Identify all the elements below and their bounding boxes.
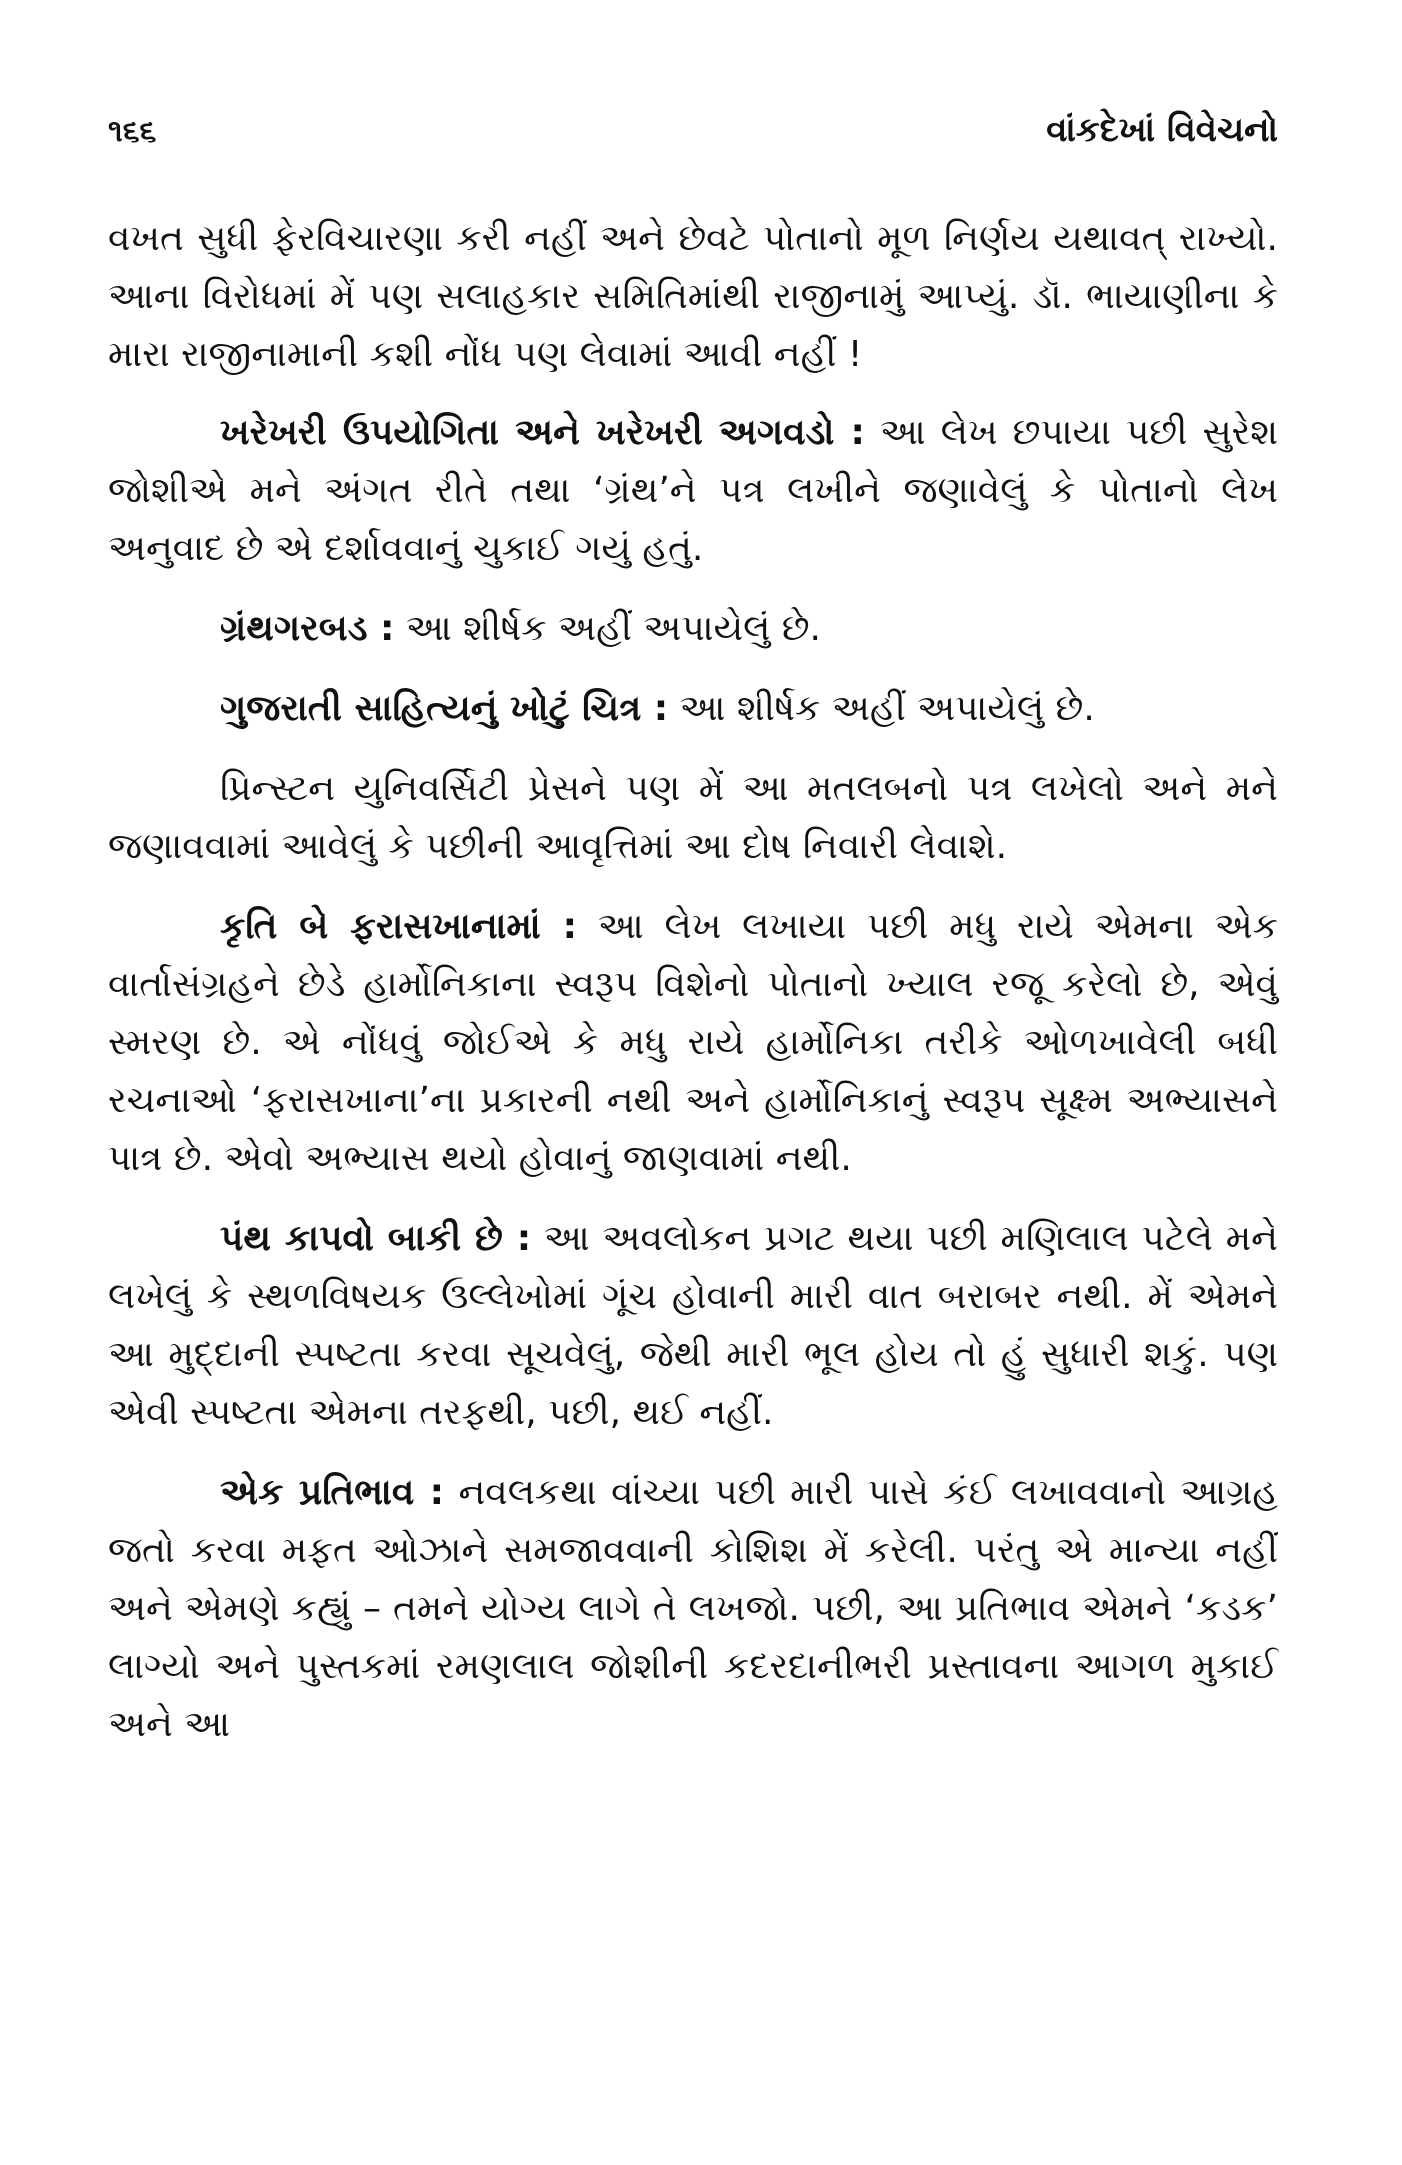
- paragraph-text: આ શીર્ષક અહીં અપાયેલું છે.: [394, 608, 821, 649]
- paragraph-note-panth: [108, 1210, 1278, 1442]
- paragraph-note-pratibhav: [108, 1464, 1278, 1754]
- paragraph-heading: પંથ કાપવો બાકી છે :: [220, 1218, 532, 1259]
- paragraph-princeton: [108, 760, 1278, 876]
- paragraph-text: આ લેખ લખાયા પછી મધુ રાયે એમના એક વાર્તાસંગ્રહને છેડે હાર્મોનિકાના સ્વરૂપ વિશેનો પોતાનો ખ્યાલ રજૂ કરેલો છે, એવું સ્મરણ છે. એ નોંધવું જોઈએ કે મધુ રાયે હાર્મોનિકા તરીકે ઓળખાવેલી બધી રચનાઓ ‘ફરાસખાના’ના પ્રકારની નથી અને હાર્મોનિકાનું સ્વરૂપ સૂક્ષ્મ અભ્યાસને પાત્ર છે. એવો અભ્યાસ થયો હોવાનું જાણવામાં નથી.: [108, 906, 1278, 1179]
- page-body: [108, 210, 1278, 1754]
- book-page: [108, 110, 1278, 1776]
- paragraph-note-gujarati-literature: [108, 680, 1278, 738]
- paragraph-text: વખત સુધી ફેરવિચારણા કરી નહીં અને છેવટે પોતાનો મૂળ નિર્ણય યથાવત્ રાખ્યો. આના વિરોધમાં મેં પણ સલાહકાર સમિતિમાંથી રાજીનામું આપ્યું. ડૉ. ભાયાણીના કે મારા રાજીનામાની કશી નોંધ પણ લેવામાં આવી નહીં !: [108, 218, 1278, 375]
- paragraph-heading: એક પ્રતિભાવ :: [220, 1472, 445, 1513]
- running-header: [108, 110, 1278, 180]
- paragraph-text: આ અવલોકન પ્રગટ થયા પછી મણિલાલ પટેલે મને લખેલું કે સ્થળવિષયક ઉલ્લેખોમાં ગૂંચ હોવાની મારી વાત બરાબર નથી. મેં એમને આ મુદ્દાની સ્પષ્ટતા કરવા સૂચવેલું, જેથી મારી ભૂલ હોય તો હું સુધારી શકું. પણ એવી સ્પષ્ટતા એમના તરફથી, પછી, થઈ નહીં.: [108, 1218, 1278, 1433]
- paragraph-note-farasakhana: [108, 898, 1278, 1188]
- paragraph-text: પ્રિન્સ્ટન યુનિવર્સિટી પ્રેસને પણ મેં આ મતલબનો પત્ર લખેલો અને મને જણાવવામાં આવેલું કે પછીની આવૃત્તિમાં આ દોષ નિવારી લેવાશે.: [108, 768, 1278, 867]
- book-title: વાંકદેખાં વિવેચનો: [1046, 110, 1278, 150]
- page-number: ૧૬૬: [108, 114, 157, 149]
- paragraph-text: નવલકથા વાંચ્યા પછી મારી પાસે કંઈ લખાવવાનો આગ્રહ જતો કરવા મફત ઓઝાને સમજાવવાની કોશિશ મેં કરેલી. પરંતુ એ માન્યા નહીં અને એમણે કહ્યું – તમને યોગ્ય લાગે તે લખજો. પછી, આ પ્રતિભાવ એમને ‘કડક’ લાગ્યો અને પુસ્તકમાં રમણલાલ જોશીની કદરદાનીભરી પ્રસ્તાવના આગળ મુકાઈ અને આ: [108, 1472, 1279, 1745]
- paragraph-heading: ગુજરાતી સાહિત્યનું ખોટું ચિત્ર :: [220, 688, 669, 729]
- paragraph-heading: કૃતિ બે ફરાસખાનામાં :: [220, 906, 578, 947]
- paragraph-heading: ગ્રંથગરબડ :: [220, 608, 395, 649]
- paragraph-note-granthgarbad: [108, 600, 1278, 658]
- paragraph-heading: ખરેખરી ઉપયોગિતા અને ખરેખરી અગવડો :: [220, 412, 865, 453]
- paragraph-note-usefulness: [108, 404, 1278, 578]
- paragraph-text: આ શીર્ષક અહીં અપાયેલું છે.: [668, 688, 1095, 729]
- paragraph-text: આ લેખ છપાયા પછી સુરેશ જોશીએ મને અંગત રીતે તથા ‘ગ્રંથ’ને પત્ર લખીને જણાવેલું કે પોતાનો લેખ અનુવાદ છે એ દર્શાવવાનું ચુકાઈ ગયું હતું.: [108, 412, 1279, 569]
- paragraph-continued: [108, 210, 1278, 384]
